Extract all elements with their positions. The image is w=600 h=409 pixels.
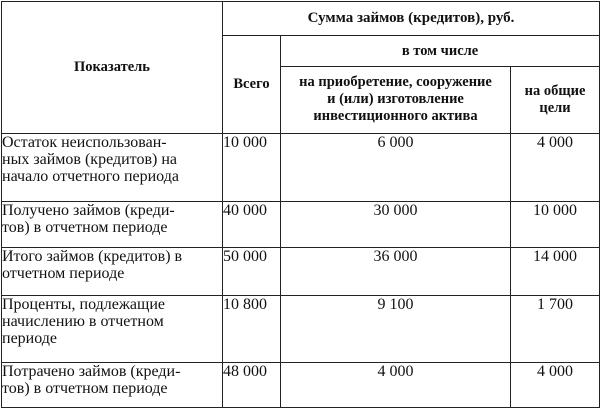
header-investment-line: и (или) изготовление (327, 91, 464, 108)
header-general (511, 67, 600, 133)
row-label-line: отчетном периоде (2, 265, 125, 283)
row-label-line: Итого займов (кредитов) в (2, 248, 183, 266)
row-investment: 36 000 (281, 248, 511, 296)
row-label-line: начало отчетного периода (2, 167, 179, 185)
row-label-line: ных займов (кредитов) на (2, 150, 177, 168)
header-total: Всего (223, 36, 281, 133)
row-label-line: Остаток неиспользован- (2, 133, 167, 151)
row-general: 10 000 (511, 201, 600, 248)
row-investment: 6 000 (281, 133, 511, 201)
row-total: 50 000 (223, 248, 281, 296)
row-label (2, 296, 223, 363)
row-total: 10 000 (223, 133, 281, 201)
table-row (2, 363, 600, 408)
row-total: 10 800 (223, 296, 281, 363)
row-label (2, 201, 223, 248)
row-general: 4 000 (511, 133, 600, 201)
table-row (2, 248, 600, 296)
header-sum-title: Сумма займов (кредитов), руб. (223, 2, 600, 36)
row-general: 14 000 (511, 248, 600, 296)
header-investment-line: инвестиционного актива (313, 108, 478, 125)
row-label-line: тов) в отчетном периоде (2, 380, 168, 398)
row-label-line: Потрачено займов (креди- (2, 363, 181, 381)
row-label (2, 133, 223, 201)
row-label-line: Получено займов (креди- (2, 201, 175, 219)
table-row (2, 133, 600, 201)
header-general-line: цели (539, 99, 571, 116)
row-label-line: начислению в отчетном (2, 313, 164, 331)
table-row (2, 201, 600, 248)
header-general-line: на общие (524, 82, 586, 99)
header-row-1 (2, 2, 600, 36)
row-investment: 30 000 (281, 201, 511, 248)
row-investment: 4 000 (281, 363, 511, 408)
loans-table (1, 1, 600, 408)
header-including: в том числе (281, 36, 600, 67)
table-row (2, 296, 600, 363)
row-label (2, 363, 223, 408)
header-investment-line: на приобретение, сооружение (299, 74, 492, 91)
row-general: 1 700 (511, 296, 600, 363)
row-general: 4 000 (511, 363, 600, 408)
row-label (2, 248, 223, 296)
row-label-line: периоде (2, 330, 58, 348)
row-investment: 9 100 (281, 296, 511, 363)
row-total: 40 000 (223, 201, 281, 248)
row-label-line: Проценты, подлежащие (2, 296, 165, 314)
row-label-line: тов) в отчетном периоде (2, 218, 168, 236)
row-total: 48 000 (223, 363, 281, 408)
header-indicator: Показатель (2, 2, 223, 134)
header-investment (281, 67, 511, 133)
